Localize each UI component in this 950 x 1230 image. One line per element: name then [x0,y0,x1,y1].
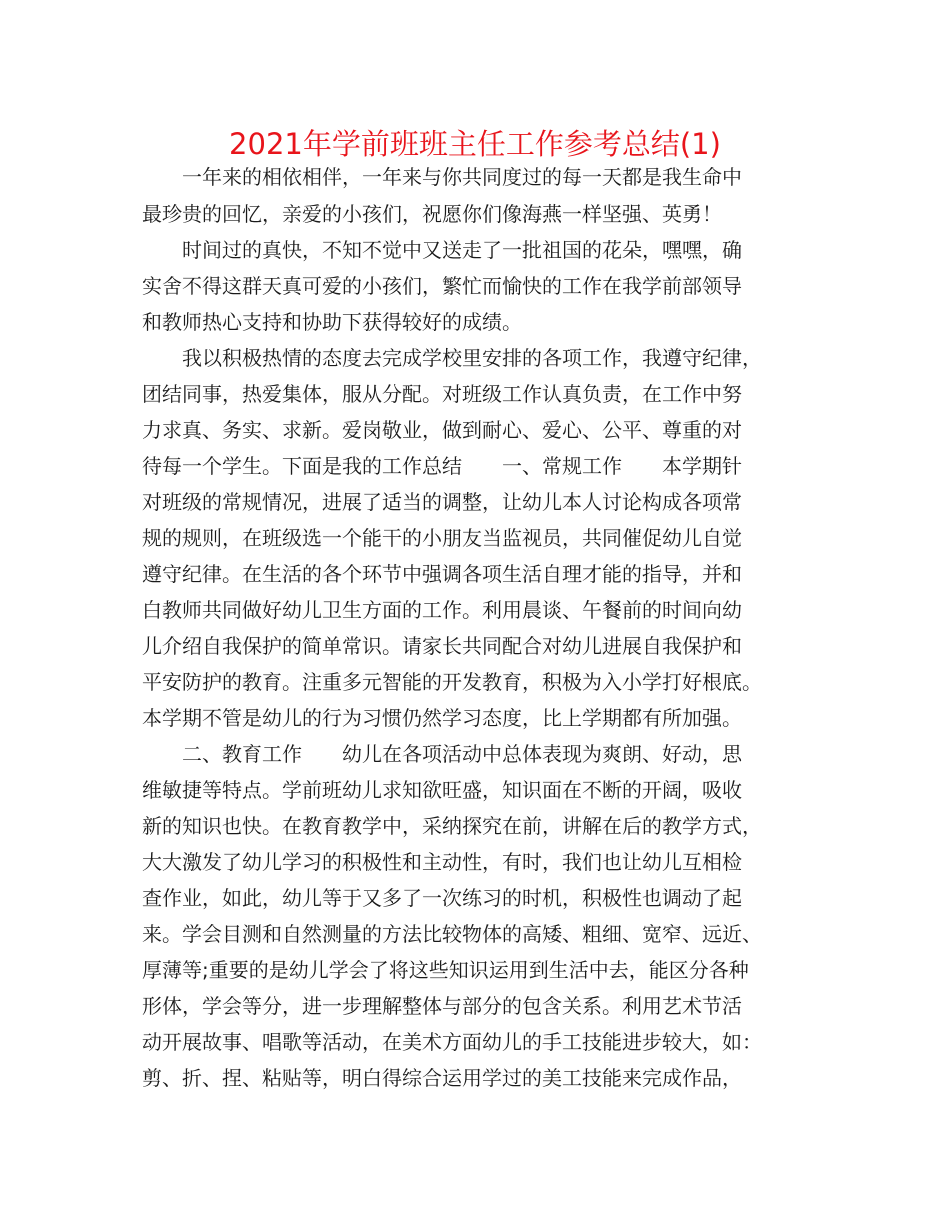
paragraph-line: 待每一个学生。下面是我的工作总结 一、常规工作 本学期针 [142,454,742,478]
paragraph-line: 白教师共同做好幼儿卫生方面的工作。利用晨谈、午餐前的时间向幼 [142,598,742,622]
document-title: 2021年学前班班主任工作参考总结(1) [229,127,721,161]
paragraph-line: 一年来的相依相伴，一年来与你共同度过的每一天都是我生命中 [142,165,742,189]
paragraph-line: 对班级的常规情况，进展了适当的调整，让幼儿本人讨论构成各项常 [142,490,742,514]
paragraph-line: 维敏捷等特点。学前班幼儿求知欲旺盛，知识面在不断的开阔，吸收 [142,778,742,802]
paragraph-line: 遵守纪律。在生活的各个环节中强调各项生活自理才能的指导，并和 [142,562,742,586]
paragraph-line: 时间过的真快，不知不觉中又送走了一批祖国的花朵，嘿嘿，确 [142,238,742,262]
paragraph-line: 力求真、务实、求新。爱岗敬业，做到耐心、爱心、公平、尊重的对 [142,418,742,442]
paragraph-line: 形体，学会等分，进一步理解整体与部分的包含关系。利用艺术节活 [142,994,742,1018]
paragraph-line: 查作业，如此，幼儿等于又多了一次练习的时机，积极性也调动了起 [142,886,742,910]
paragraph-line: 实舍不得这群天真可爱的小孩们，繁忙而愉快的工作在我学前部领导 [142,274,742,298]
paragraph-line: 我以积极热情的态度去完成学校里安排的各项工作，我遵守纪律， [142,346,762,370]
paragraph-line: 来。学会目测和自然测量的方法比较物体的高矮、粗细、宽窄、远近、 [142,922,762,946]
paragraph-line: 规的规则，在班级选一个能干的小朋友当监视员，共同催促幼儿自觉 [142,526,742,550]
paragraph-line: 厚薄等;重要的是幼儿学会了将这些知识运用到生活中去，能区分各种 [142,958,749,982]
paragraph-line: 团结同事，热爱集体，服从分配。对班级工作认真负责，在工作中努 [142,382,742,406]
paragraph-line: 动开展故事、唱歌等活动，在美术方面幼儿的手工技能进步较大，如： [142,1030,762,1054]
paragraph-line: 本学期不管是幼儿的行为习惯仍然学习态度，比上学期都有所加强。 [142,706,742,730]
paragraph-line: 儿介绍自我保护的简单常识。请家长共同配合对幼儿进展自我保护和 [142,634,742,658]
paragraph-line: 和教师热心支持和协助下获得较好的成绩。 [142,310,522,334]
paragraph-line: 大大激发了幼儿学习的积极性和主动性，有时，我们也让幼儿互相检 [142,850,742,874]
paragraph-line: 最珍贵的回忆，亲爱的小孩们，祝愿你们像海燕一样坚强、英勇！ [142,202,722,226]
paragraph-line: 剪、折、捏、粘贴等，明白得综合运用学过的美工技能来完成作品， [142,1066,742,1090]
paragraph-line: 平安防护的教育。注重多元智能的开发教育，积极为入小学打好根底。 [142,670,762,694]
paragraph-line: 新的知识也快。在教育教学中，采纳探究在前，讲解在后的教学方式， [142,814,762,838]
paragraph-line: 二、教育工作 幼儿在各项活动中总体表现为爽朗、好动，思 [142,742,742,766]
